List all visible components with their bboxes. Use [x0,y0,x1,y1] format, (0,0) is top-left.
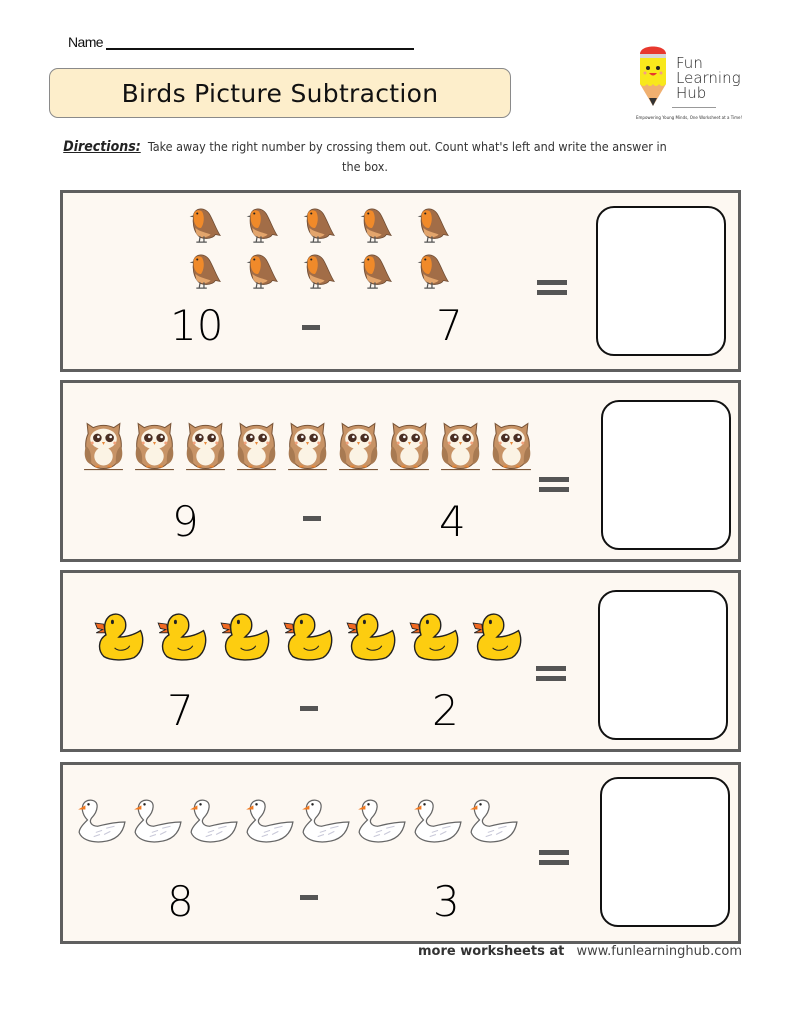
minus-sign [302,325,320,330]
owl-icon[interactable] [183,417,228,471]
duck-icon[interactable] [408,611,462,661]
robin-icon[interactable] [240,203,280,245]
robin-icon[interactable] [297,203,337,245]
minus-sign [303,516,321,521]
subtrahend: 3 [433,877,460,926]
swan-icon[interactable] [411,797,463,845]
problem-panel-3 [60,570,741,752]
bird-pictures [183,203,463,291]
name-field-row [68,34,414,50]
duck-icon[interactable] [93,611,147,661]
equals-sign [536,666,566,681]
bird-pictures [81,417,541,471]
robin-icon[interactable] [411,249,451,291]
minuend: 9 [172,497,199,546]
answer-box[interactable] [600,777,730,927]
logo-wordmark: Fun Learning Hub [676,54,741,102]
directions-text: Take away the right number by crossing them out. Count what's left and write the answer in the box. [147,139,667,174]
minus-sign [300,895,318,900]
swan-icon[interactable] [299,797,351,845]
subtrahend: 7 [436,301,463,350]
answer-box[interactable] [598,590,728,740]
owl-icon[interactable] [336,417,381,471]
duck-icon[interactable] [219,611,273,661]
name-input-line[interactable] [106,35,414,50]
duck-icon[interactable] [471,611,525,661]
robin-icon[interactable] [354,249,394,291]
robin-icon[interactable] [183,203,223,245]
subtrahend: 2 [432,686,459,735]
name-label: Name [68,34,103,50]
problem-panel-2 [60,380,741,562]
bird-pictures [75,797,535,845]
equals-sign [537,280,567,295]
minuend: 7 [167,686,194,735]
minuend: 8 [167,877,194,926]
minus-sign [300,706,318,711]
equals-sign [539,477,569,492]
owl-icon[interactable] [234,417,279,471]
swan-icon[interactable] [131,797,183,845]
title-banner [49,68,511,118]
footer-prefix: more worksheets at [418,944,565,959]
owl-icon[interactable] [81,417,126,471]
minuend: 10 [170,301,224,350]
problem-panel-4 [60,762,741,944]
swan-icon[interactable] [467,797,519,845]
directions [60,137,670,177]
answer-box[interactable] [601,400,731,550]
logo-tagline: Empowering Young Minds, One Worksheet at a Time! [636,115,743,120]
subtrahend: 4 [439,497,466,546]
equals-sign [539,850,569,865]
owl-icon[interactable] [387,417,432,471]
logo [636,40,776,124]
swan-icon[interactable] [75,797,127,845]
pencil-mascot-icon [636,40,670,108]
bird-pictures [93,611,533,661]
robin-icon[interactable] [297,249,337,291]
swan-icon[interactable] [243,797,295,845]
duck-icon[interactable] [345,611,399,661]
duck-icon[interactable] [282,611,336,661]
robin-icon[interactable] [183,249,223,291]
owl-icon[interactable] [489,417,534,471]
robin-icon[interactable] [240,249,280,291]
swan-icon[interactable] [355,797,407,845]
page-title: Birds Picture Subtraction [121,78,439,108]
owl-icon[interactable] [438,417,483,471]
robin-icon[interactable] [411,203,451,245]
problem-panel-1 [60,190,741,372]
logo-divider [672,107,716,108]
owl-icon[interactable] [285,417,330,471]
owl-icon[interactable] [132,417,177,471]
swan-icon[interactable] [187,797,239,845]
footer [418,944,742,959]
robin-icon[interactable] [354,203,394,245]
footer-url[interactable]: www.funlearninghub.com [576,944,743,959]
duck-icon[interactable] [156,611,210,661]
answer-box[interactable] [596,206,726,356]
directions-label: Directions: [63,139,141,155]
